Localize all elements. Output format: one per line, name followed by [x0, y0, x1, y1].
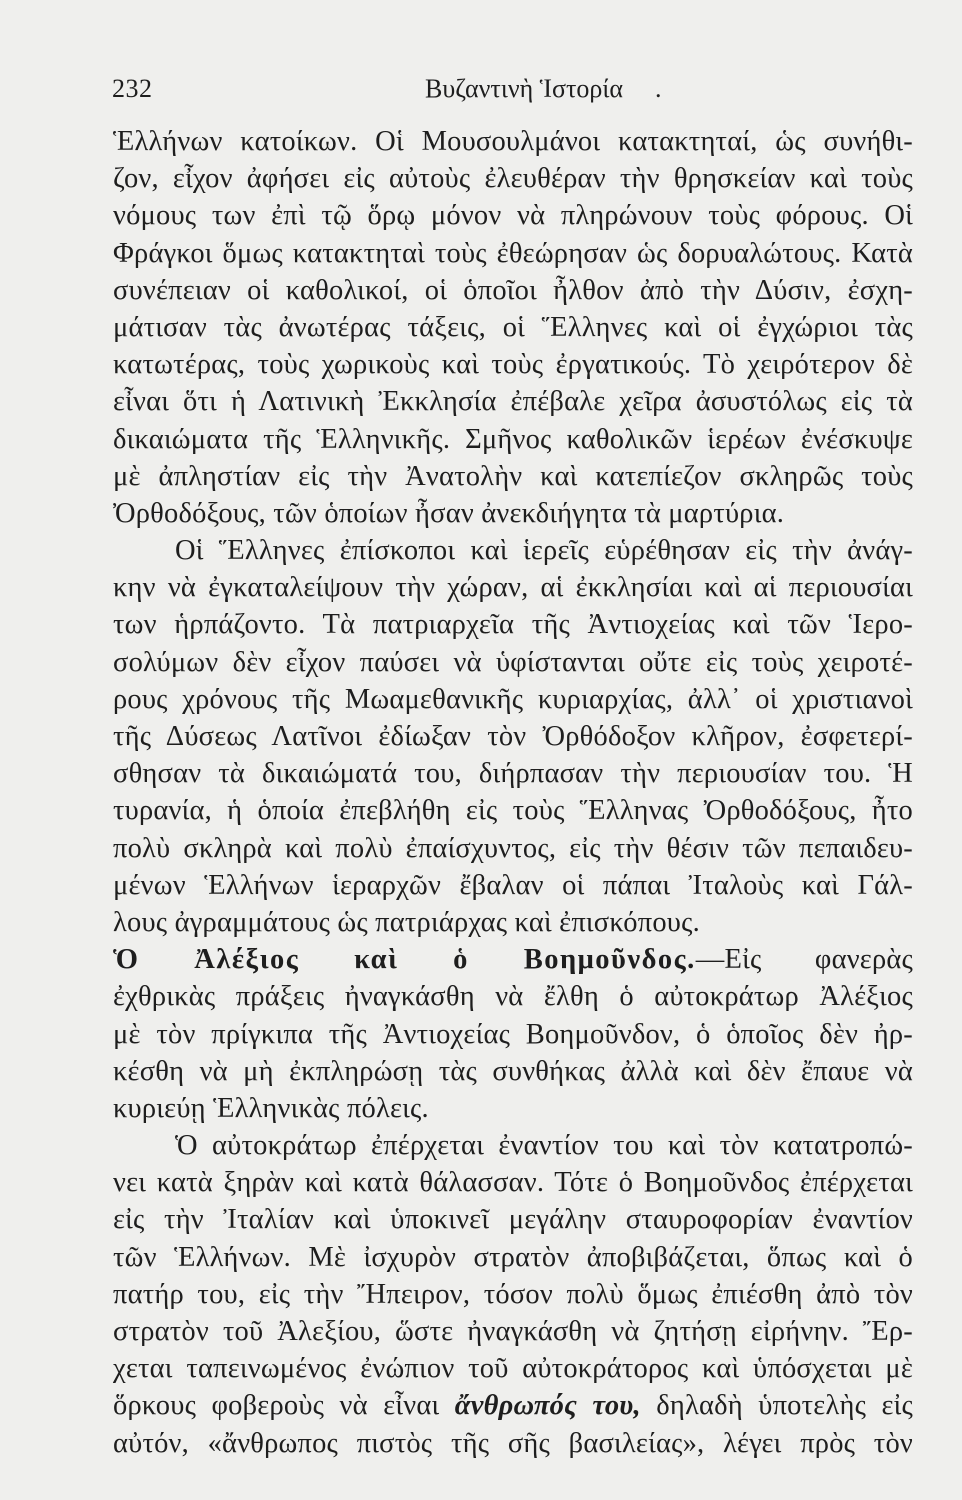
text-line: Ὁ αὐτοκράτωρ ἐπέρχεται ἐναντίον του καὶ τὸν κατατροπώ- [175, 1130, 913, 1162]
body-text [113, 123, 913, 1462]
text-line: πατήρ του, εἰς τὴν Ἤπειρον, τόσον πολὺ ὅμως ἐπιέσθη ἀπὸ τὸν [113, 1278, 913, 1310]
text-line: λους ἀγραμμάτους ὡς πατριάρχας καὶ ἐπισκόπους. [113, 906, 700, 938]
text-line: μὲ τὸν πρίγκιπα τῆς Ἀντιοχείας Βοημοῦνδον, ὁ ὁποῖος δὲν ἠρ- [113, 1018, 913, 1050]
text-line: Φράγκοι ὅμως κατακτηταὶ τοὺς ἐθεώρησαν ὡς δορυαλώτους. Κατὰ [113, 237, 913, 269]
text-line: στρατὸν τοῦ Ἀλεξίου, ὥστε ἠναγκάσθη νὰ ζητήσῃ εἰρήνην. Ἔρ- [113, 1316, 913, 1347]
text-line: μὲ ἀπληστίαν εἰς τὴν Ἀνατολὴν καὶ κατεπίεζον σκληρῶς τοὺς [113, 460, 913, 492]
text-line: νει κατὰ ξηρὰν καὶ κατὰ θάλασσαν. Τότε ὁ Βοημοῦνδος ἐπέρχεται [113, 1167, 913, 1199]
text-line: κατωτέρας, τοὺς χωρικοὺς καὶ τοὺς ἐργατικούς. Τὸ χειρότερον δὲ [113, 349, 913, 381]
text-line: Ἑλλήνων κατοίκων. Οἱ Μουσουλμάνοι κατακτηταί, ὡς συνήθι- [113, 126, 913, 157]
text-line: σολύμων δὲν εἶχον παύσει νὰ ὑφίστανται οὔτε εἰς τοὺς χειροτέ- [113, 646, 913, 678]
section-heading: Ὁ Ἀλέξιος καὶ ὁ Βοημοῦνδος. [113, 944, 696, 976]
text-line: τῶν Ἑλλήνων. Μὲ ἰσχυρὸν στρατὸν ἀποβιβάζεται, ὅπως καὶ ὁ [113, 1241, 913, 1273]
text-line: μάτισαν τὰς ἀνωτέρας τάξεις, οἱ Ἕλληνες καὶ οἱ ἐγχώριοι τὰς [113, 311, 913, 343]
running-title: Βυζαντινὴ Ἱστορία [425, 74, 623, 103]
text-line: τυρανία, ἡ ὁποία ἐπεβλήθη εἰς τοὺς Ἕλληνας Ὀρθοδόξους, ἦτο [113, 795, 913, 827]
text-line: εἰς τὴν Ἰταλίαν καὶ ὑποκινεῖ μεγάλην σταυροφορίαν ἐναντίον [113, 1204, 913, 1236]
text-line: κυριεύῃ Ἑλληνικὰς πόλεις. [113, 1092, 429, 1124]
text-line: πολὺ σκληρὰ καὶ πολὺ ἐπαίσχυντος, εἰς τὴν θέσιν τῶν πεπαιδευ- [113, 832, 913, 864]
text-line: ρους χρόνους τῆς Μωαμεθανικῆς κυριαρχίας, ἀλλ᾽ οἱ χριστιανοὶ [113, 683, 913, 715]
text-line: εἶναι ὅτι ἡ Λατινικὴ Ἐκκλησία ἐπέβαλε χεῖρα ἀσυστόλως εἰς τὰ [113, 386, 913, 418]
section-heading-continuation: —Εἰς φανερὰς [695, 944, 913, 976]
text-line: κέσθη νὰ μὴ ἐκπληρώσῃ τὰς συνθήκας ἀλλὰ καὶ δὲν ἔπαυε νὰ [113, 1055, 913, 1087]
text-line: νόμους των ἐπὶ τῷ ὅρῳ μόνον νὰ πληρώνουν τοὺς φόρους. Οἱ [113, 200, 913, 232]
emphasis-line-start: ὅρκους φοβεροὺς νὰ εἶναι [113, 1390, 440, 1422]
running-head [0, 72, 962, 112]
page-number: 232 [112, 74, 153, 103]
text-line: Ὀρθοδόξους, τῶν ὁποίων ἦσαν ἀνεκδιήγητα τὰ μαρτύρια. [113, 497, 785, 529]
text-line: ζον, εἶχον ἀφήσει εἰς αὐτοὺς ἐλευθέραν τὴν θρησκείαν καὶ τοὺς [113, 163, 913, 195]
text-line: αὐτόν, «ἄνθρωπος πιστὸς τῆς σῆς βασιλείας», λέγει πρὸς τὸν [113, 1427, 913, 1459]
emphasized-phrase: ἄνθρωπός του, [454, 1390, 641, 1422]
section-heading-line [113, 941, 913, 978]
text-line: μένων Ἑλλήνων ἱεραρχῶν ἔβαλαν οἱ πάπαι Ἰταλοὺς καὶ Γάλ- [113, 869, 913, 901]
text-line: χεται ταπεινωμένος ἐνώπιον τοῦ αὐτοκράτορος καὶ ὑπόσχεται μὲ [113, 1353, 913, 1385]
emphasis-line-end: δηλαδὴ ὑποτελὴς εἰς [656, 1390, 914, 1422]
text-line: τῆς Δύσεως Λατῖνοι ἐδίωξαν τὸν Ὀρθόδοξον κλῆρον, ἐσφετερί- [113, 721, 913, 752]
text-line: Οἱ Ἕλληνες ἐπίσκοποι καὶ ἱερεῖς εὑρέθησαν εἰς τὴν ἀνάγ- [175, 535, 913, 567]
emphasis-line [113, 1387, 913, 1424]
text-line: των ἡρπάζοντο. Τὰ πατριαρχεῖα τῆς Ἀντιοχείας καὶ τῶν Ἱερο- [113, 609, 913, 641]
text-line: συνέπειαν οἱ καθολικοί, οἱ ὁποῖοι ἦλθον ἀπὸ τὴν Δύσιν, ἐσχη- [113, 274, 913, 306]
text-line: ἐχθρικὰς πράξεις ἠναγκάσθη νὰ ἔλθη ὁ αὐτοκράτωρ Ἀλέξιος [113, 981, 913, 1013]
running-head-mark: . [655, 74, 662, 103]
text-line: κην νὰ ἐγκαταλείψουν τὴν χώραν, αἱ ἐκκλησίαι καὶ αἱ περιουσίαι [113, 572, 913, 604]
text-line: δικαιώματα τῆς Ἑλληνικῆς. Σμῆνος καθολικῶν ἱερέων ἐνέσκυψε [113, 423, 913, 455]
text-line: σθησαν τὰ δικαιώματά του, διήρπασαν τὴν περιουσίαν του. Ἡ [113, 758, 913, 790]
